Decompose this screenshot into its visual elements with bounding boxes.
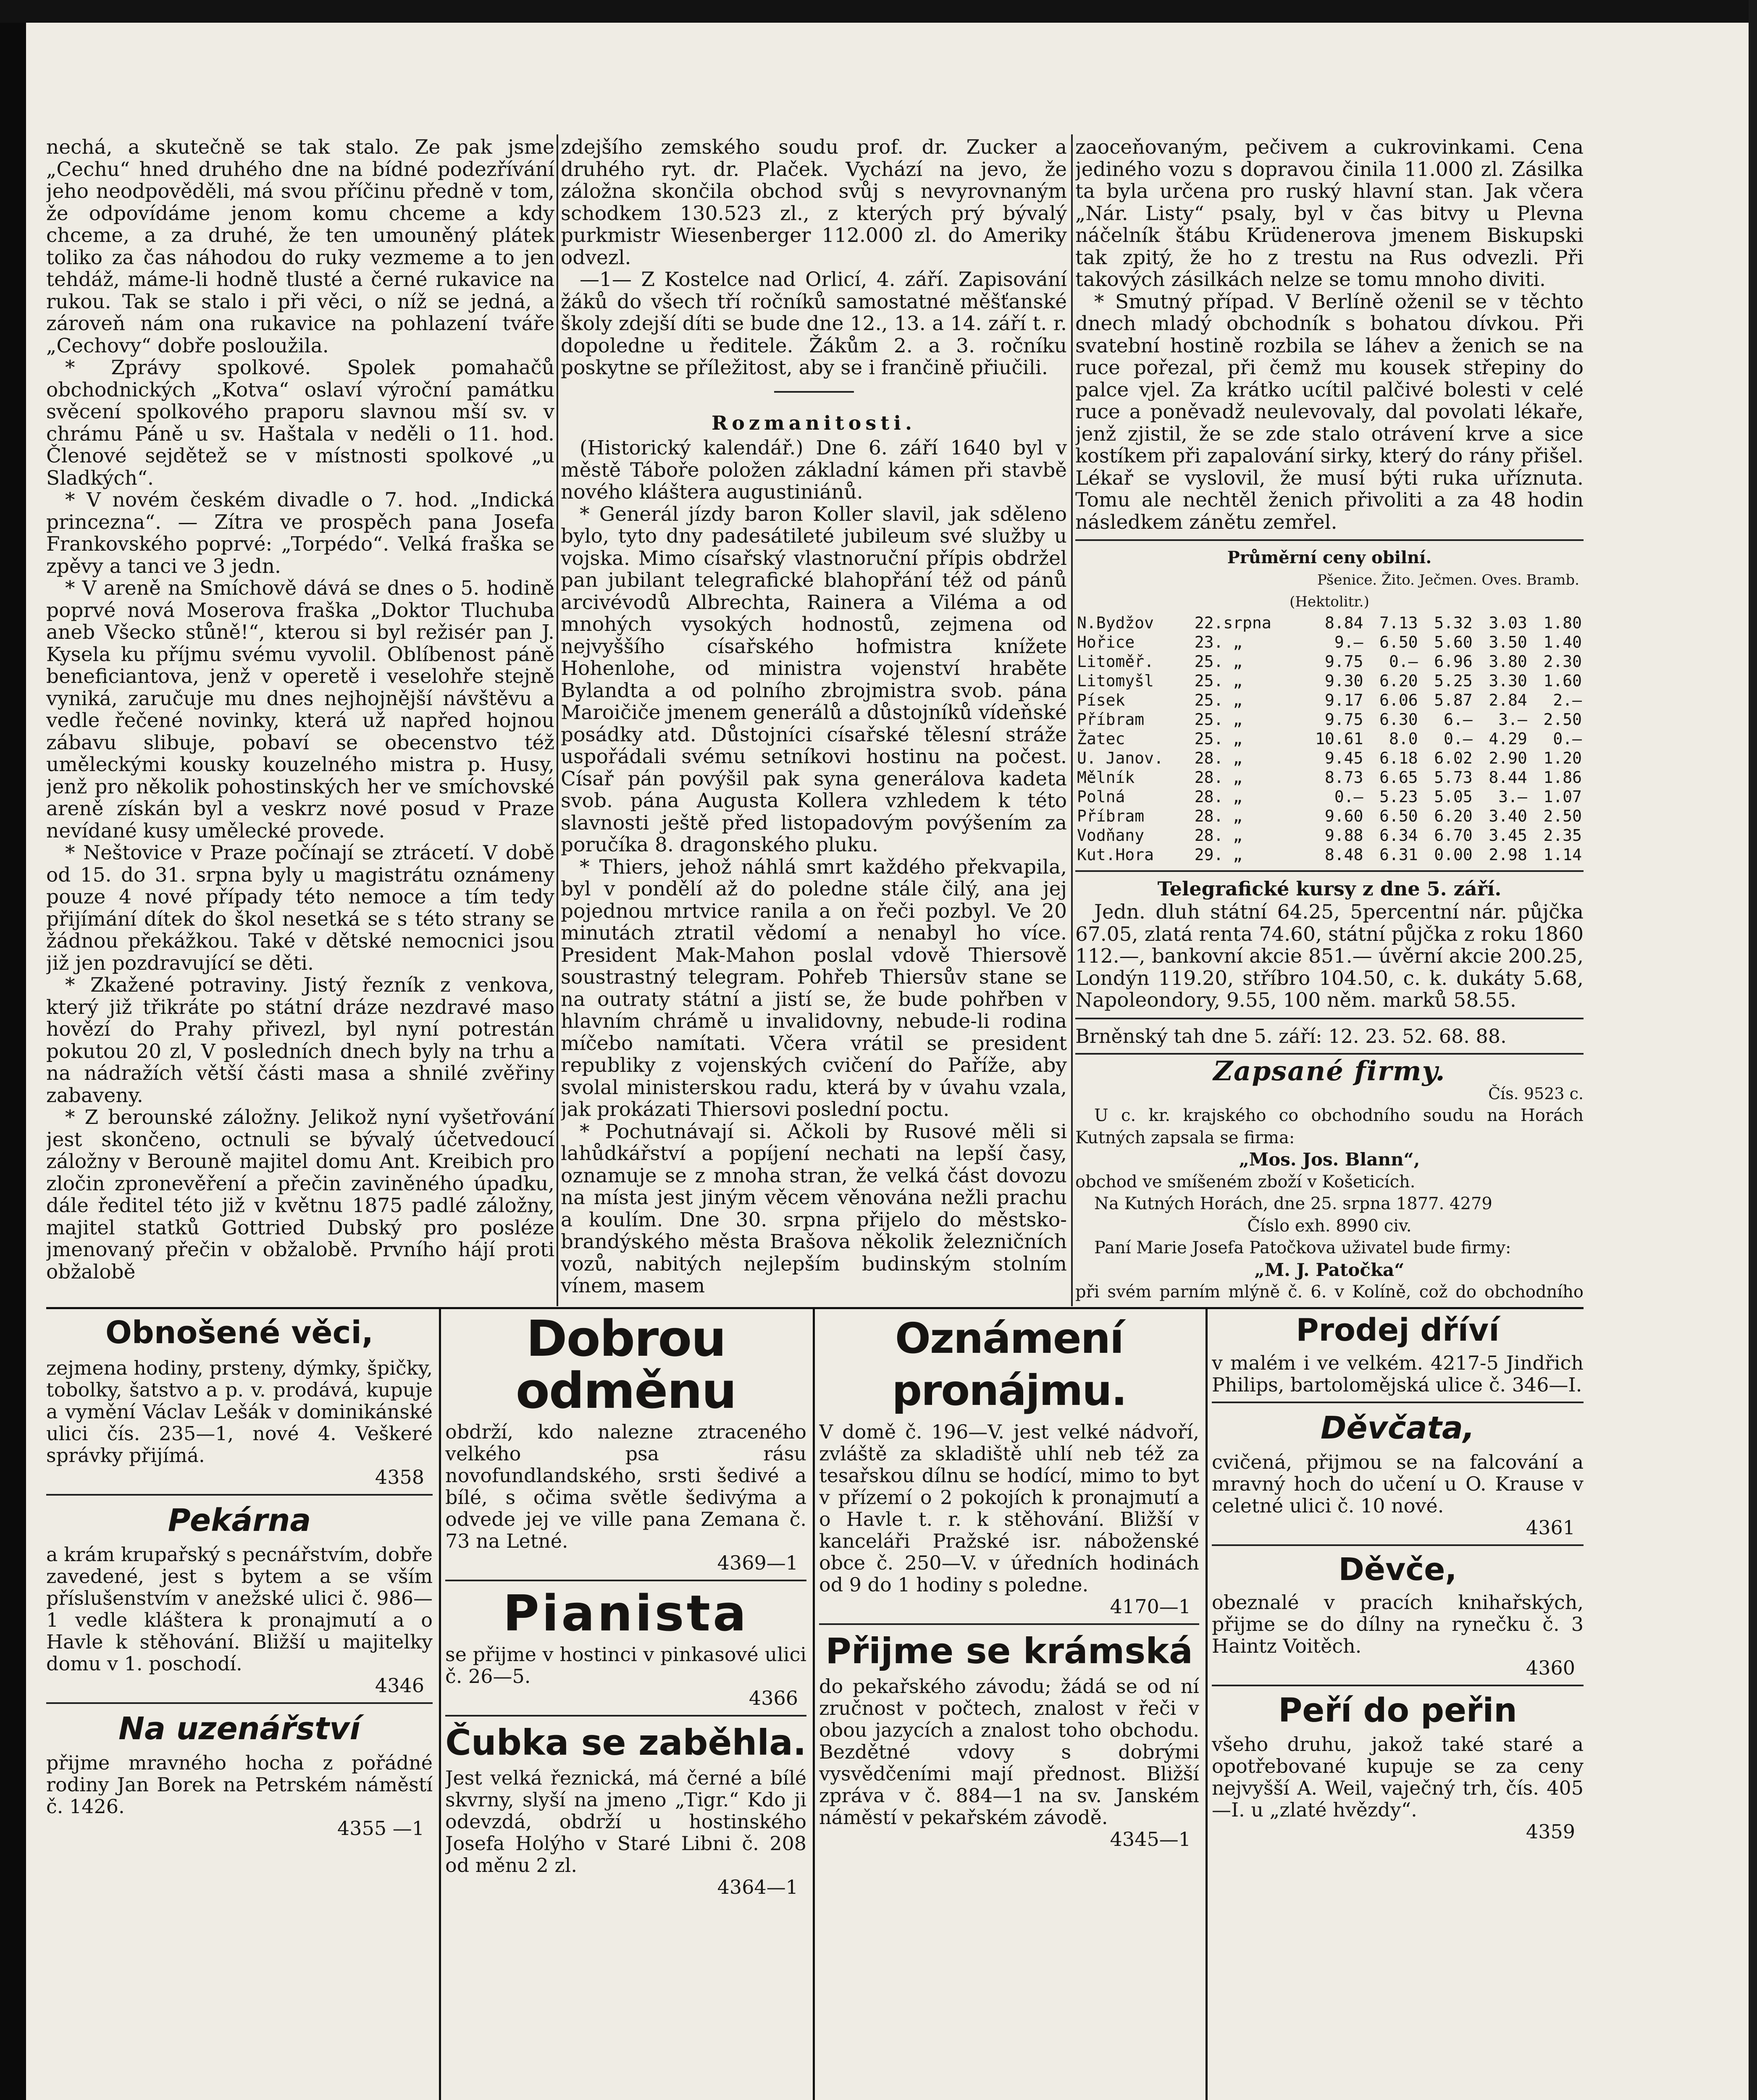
telegraf-title: Telegrafické kursy z dne 5. září. xyxy=(1157,877,1502,900)
grain-price-cell: 6.31 xyxy=(1379,845,1418,864)
grain-prices-title: Průměrní ceny obilní. xyxy=(1227,548,1432,567)
grain-price-cell: 5.23 xyxy=(1379,787,1418,806)
grain-price-cell: 3.— xyxy=(1498,710,1527,729)
grain-price-cell: 2.98 xyxy=(1489,845,1527,864)
grain-price-cell: 6.50 xyxy=(1379,633,1418,651)
grain-price-cell: 25. „ xyxy=(1194,729,1243,748)
ad-number: 4346 xyxy=(375,1674,424,1697)
ads-top-rule xyxy=(46,1307,1584,1309)
grain-price-row xyxy=(1075,768,1584,787)
ad-number: 4364—1 xyxy=(717,1876,798,1898)
ads-column-d xyxy=(1212,1312,1584,2100)
firmy-number: Čís. 9523 c. xyxy=(1488,1084,1584,1103)
grain-price-cell: 22.srpna xyxy=(1194,613,1271,632)
column-divider xyxy=(557,134,558,1306)
grain-price-cell: Hořice xyxy=(1077,633,1135,651)
grain-price-cell: 28. „ xyxy=(1194,806,1243,825)
grain-price-cell: 1.07 xyxy=(1543,787,1582,806)
firmy-number: Číslo exh. 8990 civ. xyxy=(1247,1216,1412,1236)
news-column-2 xyxy=(561,136,1067,1304)
ad-body: cvičená, přijmou se na falcování a mravný hoch do učení u O. Krause v celetné ulici č. 10 nové. xyxy=(1212,1451,1584,1517)
ad-body: zejmena hodiny, prsteny, dýmky, špičky, tobolky, šatstvo a p. v. prodává, kupuje a vymění Václav Lešák v dominikánské ulici čís. 235—1, nové 4. Veškeré správky přijímá. xyxy=(46,1357,433,1467)
ad-title: Děvčata, xyxy=(1320,1410,1475,1446)
ads-divider xyxy=(439,1308,441,2100)
ad-title: Děvče, xyxy=(1338,1551,1457,1588)
grain-price-cell: 6.50 xyxy=(1379,806,1418,825)
grain-price-cell: 1.86 xyxy=(1543,768,1582,787)
grain-price-cell: 5.60 xyxy=(1434,633,1473,651)
firmy-text: Paní Marie Josefa Patočkova uživatel bude firmy: xyxy=(1094,1238,1511,1257)
ad-number: 4358 xyxy=(375,1466,424,1488)
grain-price-cell: 2.90 xyxy=(1489,748,1527,767)
grain-price-cell: 25. „ xyxy=(1194,671,1243,690)
firmy-title: Zapsané firmy. xyxy=(1213,1055,1446,1087)
grain-price-cell: 1.14 xyxy=(1543,845,1582,864)
ad-title: Přijme se krámská xyxy=(825,1630,1193,1672)
grain-price-cell: 8.44 xyxy=(1489,768,1527,787)
ad-body: v malém i ve velkém. 4217-5 Jindřich Philips, bartolomějská ulice č. 346—I. xyxy=(1212,1352,1584,1396)
grain-price-cell: 6.70 xyxy=(1434,826,1473,845)
news-paragraph: (Historický kalendář.) Dne 6. září 1640 byl v městě Táboře položen základní kámen při stavbě nového kláštera augustiniánů. xyxy=(561,436,1067,504)
grain-price-cell: 1.60 xyxy=(1543,671,1582,690)
ad-number: 4369—1 xyxy=(717,1551,798,1574)
grain-price-cell: 5.87 xyxy=(1434,690,1473,709)
grain-price-cell: 3.50 xyxy=(1489,633,1527,651)
grain-price-row xyxy=(1075,845,1584,864)
telegraf-body: Jedn. dluh státní 64.25, 5percentní nár. půjčka 67.05, zlatá renta 74.60, státní půjčka z roku 1860 112.—, bankovní akcie 851.— úvěrní akcie 200.25, Londýn 119.20, stříbro 104.50, c. k. dukáty 5.68, Napoleondory, 9.55, 100 něm. marků 58.55. xyxy=(1075,900,1584,1012)
grain-price-cell: 0.00 xyxy=(1434,845,1473,864)
grain-price-cell: 9.75 xyxy=(1324,652,1363,671)
grain-price-cell: 1.80 xyxy=(1543,613,1582,632)
grain-price-row xyxy=(1075,652,1584,671)
firmy-text: U c. kr. krajského co obchodního soudu na Horách Kutných zapsala se firma: xyxy=(1075,1106,1584,1147)
ad-body: obeznalé v pracích knihařských, přijme se do dílny na rynečku č. 3 Haintz Voitěch. xyxy=(1212,1591,1584,1657)
ad-title: Obnošené věci, xyxy=(105,1315,374,1351)
grain-price-cell: Mělník xyxy=(1077,768,1135,787)
news-paragraph: * V areně na Smíchově dává se dnes o 5. hodině poprvé nová Moserova fraška „Doktor Tluchuba aneb Všecko stůně!“, kterou si byl režisér pan J. Kysela ku příjmu svému vyvolil. Oblíbenost páně beneficiantova, jenž v operetě i veselohře stejně vyniká, zaručuje mu dnes nejhojnější návštěvu a vedle řečené novinky, která už napřed hojnou zábavu slibuje, pobaví se obecenstvo též uměleckými kousky kouzelného mistra p. Husy, jenž pro několik pohostinských her ve smíchovské areně získán byl a veskrz nové posud v Praze nevídané kusy umělecké provede. xyxy=(46,577,554,843)
news-paragraph: * Smutný případ. V Berlíně oženil se v těchto dnech mladý obchodník s bohatou dívkou. Při svatební hostině rozbila se láhev a ženich se na ruce pořezal, při čemž mu kousek střepiny do palce vjel. Za krátko ucítil palčivé bolesti v celé ruce a poněvadž neulevovaly, dal povolati lékaře, jenž zjistil, že se zde stalo otrávení krve a sice kostíkem při zapalování sirky, který do rány přišel. Lékař se vyslovil, že musí býti ruka uříznuta. Tomu ale nechtěl ženich přivoliti a za 48 hodin následkem zánětu zemřel. xyxy=(1075,290,1584,534)
grain-price-cell: 9.— xyxy=(1334,633,1363,651)
section-rule xyxy=(1075,870,1584,872)
column-divider xyxy=(1071,134,1073,1306)
grain-price-cell: 3.40 xyxy=(1489,806,1527,825)
ad-title: Prodej dříví xyxy=(1296,1312,1500,1348)
grain-price-cell: N.Bydžov xyxy=(1077,613,1154,632)
ad-title: Peří do peřin xyxy=(1278,1692,1517,1730)
ad-rule xyxy=(1212,1402,1584,1403)
ad-body: všeho druhu, jakož také staré a opotřebované kupuje se za ceny nejvyšší A. Weil, vaječný trh, čís. 405—I. u „zlaté hvězdy“. xyxy=(1212,1733,1584,1821)
section-rule xyxy=(1075,1053,1584,1055)
grain-price-cell: 2.50 xyxy=(1543,806,1582,825)
ad-rule xyxy=(1212,1685,1584,1686)
grain-price-row xyxy=(1075,613,1584,633)
ad-body: obdrží, kdo nalezne ztraceného velkého psa rásu novofundlandského, srsti šedivé a bílé, s očima světle šedivýma a odvede jej ve ville pana Zemana č. 73 na Letné. xyxy=(445,1420,806,1552)
news-column-1 xyxy=(46,136,554,1304)
ad-number: 4170—1 xyxy=(1110,1595,1191,1618)
grain-price-cell: 28. „ xyxy=(1194,787,1243,806)
grain-price-cell: 3.— xyxy=(1498,787,1527,806)
grain-price-row xyxy=(1075,748,1584,768)
news-paragraph: * V novém českém divadle o 7. hod. „Indická princezna“. — Zítra ve prospěch pana Josefa Frankovského poprvé: „Torpédo“. Velká fraška se zpěvy a tanci ve 3 jedn. xyxy=(46,488,554,578)
grain-price-cell: Příbram xyxy=(1077,806,1145,825)
news-paragraph: * Zkažené potraviny. Jistý řezník z venkova, který již třikráte po státní dráze nezdravé maso hovězí do Prahy přivezl, byl nyní potrestán pokutou 20 zl, V posledních dnech byly na trhu a na nádražích větší části masa a shnilé zvěřiny zabaveny. xyxy=(46,974,554,1107)
grain-price-cell: 8.48 xyxy=(1324,845,1363,864)
grain-price-cell: 6.— xyxy=(1444,710,1473,729)
grain-price-row xyxy=(1075,633,1584,652)
grain-price-cell: Příbram xyxy=(1077,710,1145,729)
grain-price-cell: 6.20 xyxy=(1434,806,1473,825)
grain-price-cell: Litomyšl xyxy=(1077,671,1154,690)
grain-price-cell: 28. „ xyxy=(1194,826,1243,845)
grain-price-cell: 23. „ xyxy=(1194,633,1243,651)
grain-price-row xyxy=(1075,690,1584,710)
grain-price-cell: 9.75 xyxy=(1324,710,1363,729)
ad-title: Dobrou odměnu xyxy=(515,1312,736,1420)
grain-price-cell: 3.80 xyxy=(1489,652,1527,671)
grain-price-cell: 8.84 xyxy=(1324,613,1363,632)
grain-prices-header: Pšenice. Žito. Ječmen. Oves. Bramb. xyxy=(1317,571,1579,588)
grain-price-cell: 2.30 xyxy=(1543,652,1582,671)
grain-price-cell: 3.30 xyxy=(1489,671,1527,690)
ads-column-c xyxy=(819,1312,1199,2100)
ads-divider xyxy=(1205,1308,1208,2100)
scan-top-border xyxy=(0,0,1757,23)
grain-price-cell: 6.18 xyxy=(1379,748,1418,767)
news-paragraph: * Generál jízdy baron Koller slavil, jak sděleno bylo, tyto dny padesátileté jubileum své služby u vojska. Mimo císařský vlastnoruční přípis obdržel pan jubilant telegrafické blahopřání též od pánů arcivévodů Albrechta, Rainera a Viléma a od mnohých vysokých hodnostů, zejmena od nejvyššího císařského hofmistra knížete Hohenlohe, od ministra vojenství hraběte Bylandta a od polního zbrojmistra svob. pána Maroičiče jmenem generálů a důstojníků vídeňské posádky atd. Důstojníci císařské tělesní stráže uspořádali svému setníkovi hostinu na počest. Císař pán povýšil pak syna generálova kadeta svob. pána Augusta Kollera vzhledem k této slavnosti ještě před listopadovým povýšením za poručíka 8. dragonského pluku. xyxy=(561,502,1067,856)
grain-price-cell: 25. „ xyxy=(1194,710,1243,729)
ad-rule xyxy=(445,1715,806,1717)
grain-price-cell: 6.06 xyxy=(1379,690,1418,709)
ads-divider xyxy=(813,1308,815,2100)
grain-price-cell: 10.61 xyxy=(1315,729,1363,748)
grain-price-cell: Polná xyxy=(1077,787,1125,806)
grain-price-cell: 0.— xyxy=(1389,652,1418,671)
news-column-3 xyxy=(1075,136,1584,1304)
ad-number: 4366 xyxy=(748,1687,798,1709)
grain-price-cell: Kut.Hora xyxy=(1077,845,1154,864)
ad-rule xyxy=(819,1623,1199,1625)
firmy-name: „Mos. Jos. Blann“, xyxy=(1239,1149,1420,1170)
news-paragraph: zaoceňovaným, pečivem a cukrovinkami. Cena jediného vozu s dopravou činila 11.000 zl. Zásilka ta byla určena pro ruský hlavní stan. Jak včera „Nár. Listy“ psaly, byl v čas bitvy u Plevna náčelník štábu Krüdenerova jmenem Biskupski tak zpitý, že ho z trestu na Rus odvezli. Při takových zásilkách nelze se tomu mnoho diviti. xyxy=(1075,136,1584,291)
ad-body: do pekařského závodu; žádá se od ní zručnost v počtech, znalost v řeči v obou jazycích a znalost toho obchodu. Bezdětné vdovy s dobrými vysvědčeními mají přednost. Bližší zpráva v č. 884—1 na sv. Janském náměstí v pekařském závodě. xyxy=(819,1675,1199,1829)
ad-body: přijme mravného hocha z pořádné rodiny Jan Borek na Petrském náměstí č. 1426. xyxy=(46,1751,433,1818)
grain-price-row xyxy=(1075,710,1584,729)
grain-price-cell: 2.84 xyxy=(1489,690,1527,709)
section-rule xyxy=(1075,539,1584,541)
ad-rule xyxy=(445,1580,806,1581)
firmy-text: při svém parním mlýně č. 6. v Kolíně, což do obchodního xyxy=(1075,1282,1584,1302)
grain-price-row xyxy=(1075,787,1584,806)
ad-body: a krám krupařský s pecnářstvím, dobře zavedené, jest s bytem a se vším příslušenstvím v anežské ulici č. 986—1 vedle kláštera k pronajmutí a o Havle k stěhování. Bližší u majitelky domu v 1. poschodí. xyxy=(46,1543,433,1675)
grain-price-cell: 5.25 xyxy=(1434,671,1473,690)
ad-number: 4359 xyxy=(1526,1820,1575,1843)
news-paragraph: nechá, a skutečně se tak stalo. Ze pak jsme „Cechu“ hned druhého dne na bídné podezřívání jeho neodpověděli, má svou příčinu předně v tom, že odpovídáme jenom komu chceme a kdy chceme, a za druhé, že ten umouněný plátek toliko za čas náhodou do ruky vezmeme a to jen tehdáž, máme-li hodně tlusté a černé rukavice na rukou. Tak se stalo i při věci, o níž se jedná, a zároveň nám ona rukavice na pohlazení tváře „Cechovy“ dobře posloužila. xyxy=(46,136,554,357)
ad-title: Pekárna xyxy=(168,1502,311,1538)
grain-price-cell: 28. „ xyxy=(1194,768,1243,787)
news-paragraph: * Neštovice v Praze počínají se ztrácetí. V době od 15. do 31. srpna byly u magistrátu oznámeny pouze 4 nové případy této nemoce a tím tedy přijímání dítek do škol nesetká se s této strany se žádnou překážkou. Také v dětské nemocnici jsou již jen pozdravující se děti. xyxy=(46,841,554,975)
grain-price-cell: 0.— xyxy=(1334,787,1363,806)
grain-price-cell: 9.60 xyxy=(1324,806,1363,825)
grain-price-cell: 2.50 xyxy=(1543,710,1582,729)
grain-price-cell: 5.05 xyxy=(1434,787,1473,806)
grain-price-cell: 6.65 xyxy=(1379,768,1418,787)
grain-price-cell: 6.30 xyxy=(1379,710,1418,729)
grain-price-row xyxy=(1075,806,1584,826)
scan-left-border xyxy=(0,0,26,2100)
ad-number: 4361 xyxy=(1526,1516,1575,1539)
grain-price-cell: 9.17 xyxy=(1324,690,1363,709)
news-paragraph: —1— Z Kostelce nad Orlicí, 4. září. Zapisování žáků do všech tří ročníků samostatné měšťanské školy zdejší díti se bude dne 12., 13. a 14. září t. r. dopoledne u ředitele. Žákům 2. a 3. ročníku poskytne se příležitost, aby se i frančině přiučili. xyxy=(561,268,1067,379)
news-paragraph: * Thiers, jehož náhlá smrt každého překvapila, byl v pondělí až do poledne stále čilý, ana jej pojednou mrtvice ranila a on řeči pozbyl. Ve 20 minutách ztratil vědomí a nenabyl ho více. President Mak-Mahon poslal vdově Thiersově soustrastný telegram. Pohřeb Thiersův stane se na outraty státní a jistí se, že bude pohřben v hlavním chrámě u invalidovny, nebude-li rodina míčebo namítati. Včera vrátil se president republiky z vojenských cvičení do Paříže, aby svolal ministerskou radu, která by v úvahu vzala, jak prokázati Thiersovi poslední poctu. xyxy=(561,855,1067,1121)
grain-price-cell: 9.45 xyxy=(1324,748,1363,767)
grain-price-cell: 0.— xyxy=(1553,729,1582,748)
grain-price-cell: 4.29 xyxy=(1489,729,1527,748)
ad-number: 4355 —1 xyxy=(337,1817,424,1840)
section-rule xyxy=(774,391,854,393)
section-heading: Rozmanitosti. xyxy=(712,411,916,434)
grain-price-row xyxy=(1075,671,1584,690)
ads-column-b xyxy=(445,1312,806,2100)
grain-price-row xyxy=(1075,729,1584,748)
grain-price-cell: 8.0 xyxy=(1389,729,1418,748)
ads-column-a xyxy=(46,1312,433,2100)
grain-price-cell: 9.88 xyxy=(1324,826,1363,845)
grain-price-cell: 6.02 xyxy=(1434,748,1473,767)
ad-body: V domě č. 196—V. jest velké nádvoří, zvláště za skladiště uhlí neb též za tesařskou dílnu se hodící, mimo to byt v přízemí o 2 pokojích k pronajmutí a o Havle t. r. k stěhování. Bližší v kanceláři Pražské isr. náboženské obce č. 250—V. v úředních hodinách od 9 do 1 hodiny s poledne. xyxy=(819,1420,1199,1596)
ad-title: Čubka se zaběhla. xyxy=(445,1722,806,1763)
ad-rule xyxy=(46,1702,433,1704)
grain-price-row xyxy=(1075,826,1584,845)
ad-number: 4360 xyxy=(1526,1656,1575,1679)
grain-prices-unit: (Hektolitr.) xyxy=(1290,593,1369,610)
grain-price-cell: 6.96 xyxy=(1434,652,1473,671)
grain-price-cell: 6.34 xyxy=(1379,826,1418,845)
firmy-text: obchod ve smíšeném zboží v Košeticích. xyxy=(1075,1172,1416,1192)
ad-title: Oznámení pronájmu. xyxy=(892,1314,1127,1415)
scan-right-border xyxy=(1749,0,1757,2100)
grain-prices-table xyxy=(1075,613,1584,864)
grain-price-cell: U. Janov. xyxy=(1077,748,1163,767)
grain-price-cell: 3.03 xyxy=(1489,613,1527,632)
grain-price-cell: 2.35 xyxy=(1543,826,1582,845)
firmy-date: Na Kutných Horách, dne 25. srpna 1877. 4279 xyxy=(1094,1194,1492,1213)
grain-price-cell: 5.73 xyxy=(1434,768,1473,787)
grain-price-cell: 7.13 xyxy=(1379,613,1418,632)
ad-rule xyxy=(46,1494,433,1496)
grain-price-cell: 0.— xyxy=(1444,729,1473,748)
news-paragraph: * Pochutnávají si. Ačkoli by Rusové měli si lahůdkářství a popíjení nechati na lepší časy, oznamuje se z mnoha stran, že velká část dovozu na místa jest jiným věcem věnována nežli prachu a koulím. Dne 30. srpna přijelo do městsko-brandýského města Brašova několik železničních vozů, nabitých nejlepším budinským stolním vínem, masem xyxy=(561,1120,1067,1297)
news-paragraph: * Z berounské záložny. Jelikož nyní vyšetřování jest skončeno, octnuli se bývalý účetvedoucí záložny v Berouně majitel domu Ant. Kreibich pro zločin zpronevěření a přečin zaviněného úpadku, dále ředitel této již v květnu 1875 padlé záložny, majitel statků Gottried Dubský pro posléze jmenovaný přečin v obžalobě. Prvního hájí proti obžalobě xyxy=(46,1106,554,1284)
ad-body: se přijme v hostinci v pinkasové ulici č. 26—5. xyxy=(445,1643,806,1688)
grain-price-cell: 1.20 xyxy=(1543,748,1582,767)
lottery-results: Brněnský tah dne 5. září: 12. 23. 52. 68. 88. xyxy=(1075,1024,1507,1047)
grain-price-cell: 6.20 xyxy=(1379,671,1418,690)
grain-price-cell: 9.30 xyxy=(1324,671,1363,690)
section-rule xyxy=(1075,1018,1584,1019)
news-paragraph: * Zprávy spolkové. Spolek pomahačů obchodnických „Kotva“ oslaví výroční památku svěcení spolkového praporu slavnou mší sv. v chrámu Páně u sv. Haštala v neděli o 11. hod. Členové sejdětež se v místnosti spolkové „u Sladkých“. xyxy=(46,356,554,490)
grain-price-cell: Písek xyxy=(1077,690,1125,709)
grain-price-cell: 25. „ xyxy=(1194,652,1243,671)
grain-price-cell: 2.— xyxy=(1553,690,1582,709)
ad-body: Jest velká řeznická, má černé a bílé skvrny, slyší na jmeno „Tigr.“ Kdo ji odevzdá, obdrží u hostinského Josefa Holýho v Staré Libni č. 208 od měnu 2 zl. xyxy=(445,1767,806,1877)
ad-title: Na uzenářství xyxy=(118,1711,360,1747)
grain-price-cell: 3.45 xyxy=(1489,826,1527,845)
ad-rule xyxy=(1212,1544,1584,1546)
grain-price-cell: 28. „ xyxy=(1194,748,1243,767)
grain-price-cell: Žatec xyxy=(1077,729,1125,748)
grain-price-cell: Litoměř. xyxy=(1077,652,1154,671)
grain-price-cell: 8.73 xyxy=(1324,768,1363,787)
grain-price-cell: 1.40 xyxy=(1543,633,1582,651)
grain-price-cell: 25. „ xyxy=(1194,690,1243,709)
grain-price-cell: Vodňany xyxy=(1077,826,1145,845)
news-paragraph: zdejšího zemského soudu prof. dr. Zucker a druhého ryt. dr. Plaček. Vychází na jevo, že záložna skončila obchod svůj s nevyrovnaným schodkem 130.523 zl., z kterých prý bývalý purkmistr Wiesenberger 112.000 zl. do Ameriky odvezl. xyxy=(561,136,1067,269)
firmy-name: „M. J. Patočka“ xyxy=(1254,1259,1405,1280)
ad-number: 4345—1 xyxy=(1110,1828,1191,1851)
grain-price-cell: 5.32 xyxy=(1434,613,1473,632)
ad-title: Pianista xyxy=(503,1584,749,1642)
grain-price-cell: 29. „ xyxy=(1194,845,1243,864)
